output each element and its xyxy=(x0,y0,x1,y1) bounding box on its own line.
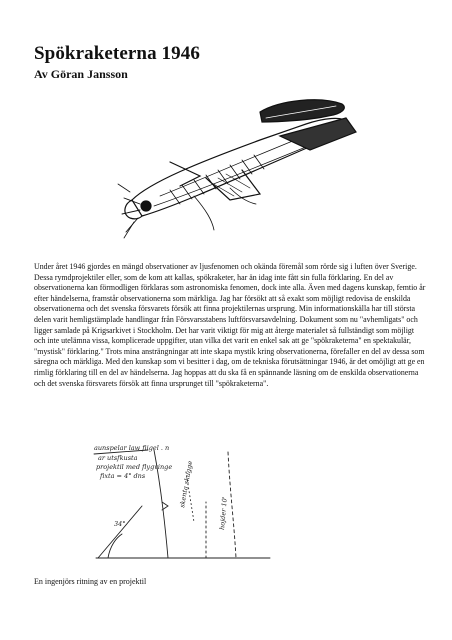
engineer-drawing xyxy=(88,442,278,572)
svg-text:skenta skugge: skenta skugge xyxy=(178,460,195,509)
body-paragraph: Under året 1946 gjordes en mängd observationer av ljusfenomen och okända föremål som rörde sig i luften över Sverige. Dessa rymdprojektiler eller, som de kom att kallas, spökraketer, har än idag inte fått sin fulla förklaring. En del av observationerna kan förmodligen förklaras som astronomiska fenomen, dock inte alla. Även med dagens kunskap, femtio år efter händelserna, framstår observationerna som märkliga. Jag har försökt att så exakt som möjligt redovisa de enskilda observationerna och det svenska försvarets försök att finna projektilernas ursprung. Min informationskälla har till största delen varit hemligstämplade handlingar från Försvarsstabens luftförsvarsavdelning. Dokument som nu "avhemligats" och ligger samlade på Krigsarkivet i Stockholm. Det har varit viktigt för mig att återge materialet så fullständigt som möjligt och inte utelämna vissa, komplicerade uppgifter, utan vilka det varit en enkel sak att ge "spökraketerna" en spektakulär, "mystisk" förklaring." Trots mina ansträngningar att inte skapa mystik kring observationerna, förefaller en del av dessa som säregna och märkliga. Med den kunskap som vi besitter i dag, om de tekniska förutsättningar 1946, är det omöjligt att ge en rimlig förklaring till en del av händelserna. Jag hoppas att du ska få en spännande läsning om de enskilda observationerna och det svenska försvarets försök att finna ursprunget till "spökraketerna". xyxy=(34,262,426,388)
svg-text:ar utsfkusta: ar utsfkusta xyxy=(98,454,138,462)
svg-text:fixta = 4° dns: fixta = 4° dns xyxy=(100,472,146,480)
svg-text:hojder 10': hojder 10' xyxy=(218,496,229,531)
svg-text:aunspelar law fiigel . n: aunspelar law fiigel . n xyxy=(94,444,170,452)
svg-text:34°: 34° xyxy=(114,520,126,528)
rocket-sketch xyxy=(110,92,360,242)
figure-caption: En ingenjörs ritning av en projektil xyxy=(34,577,147,586)
document-title: Spökraketerna 1946 xyxy=(34,43,200,64)
author-line: Av Göran Jansson xyxy=(34,67,128,81)
svg-text:projektil med flygvinge: projektil med flygvinge xyxy=(96,463,173,471)
